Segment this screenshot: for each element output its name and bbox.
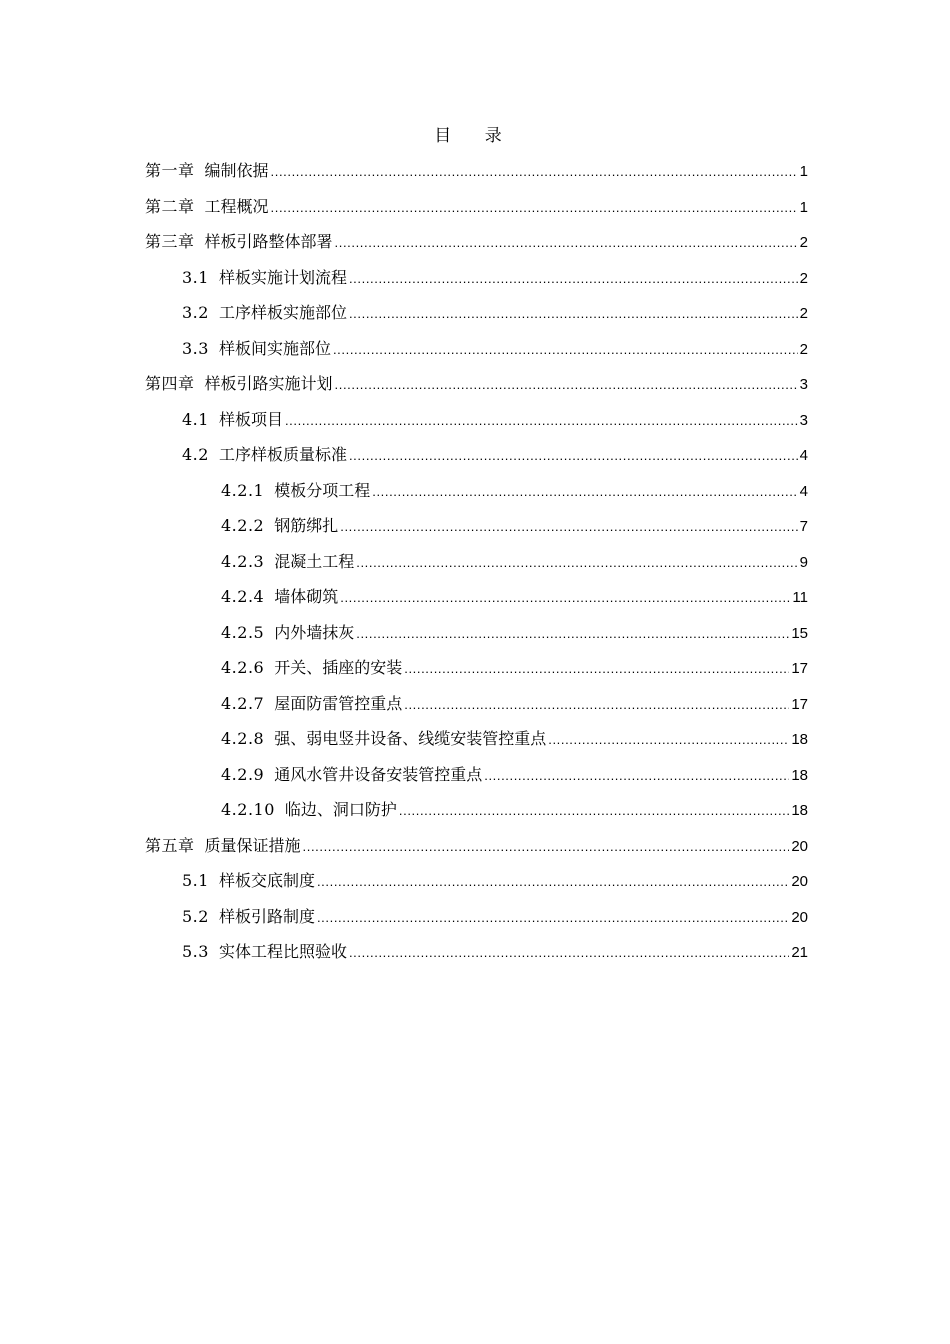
toc-dot-leader <box>317 900 789 936</box>
toc-page-number: 4 <box>799 482 808 500</box>
toc-entry[interactable] <box>145 224 808 260</box>
toc-entry-title: 钢筋绑扎 <box>274 516 339 535</box>
toc-entry-title: 墙体砌筑 <box>274 587 339 606</box>
toc-entry-title: 模板分项工程 <box>274 480 371 500</box>
toc-entry[interactable] <box>145 544 808 580</box>
toc-entry[interactable] <box>145 260 808 296</box>
toc-dot-leader <box>548 722 789 758</box>
toc-entry[interactable] <box>145 934 808 970</box>
toc-entry-number: 4.2.5 <box>221 622 265 642</box>
toc-entry[interactable] <box>145 295 808 331</box>
toc-entry-number: 第四章 <box>145 374 195 393</box>
toc-page-number: 20 <box>791 873 808 890</box>
toc-page-number: 3 <box>799 376 808 393</box>
toc-entry-number: 4.2 <box>182 445 209 464</box>
toc-page-number: 17 <box>791 660 808 677</box>
toc-entry-title: 内外墙抹灰 <box>274 622 355 642</box>
toc-page-number: 7 <box>799 518 808 535</box>
toc-entry-number: 4.2.2 <box>221 516 265 535</box>
toc-entry-title: 工程概况 <box>204 196 269 216</box>
toc-page-number: 21 <box>791 944 808 961</box>
toc-entry-title: 样板实施计划流程 <box>218 267 347 287</box>
toc-dot-leader <box>303 829 790 865</box>
toc-entry-title: 工序样板质量标准 <box>218 445 347 464</box>
toc-page-number: 2 <box>799 305 808 322</box>
toc-page-number: 2 <box>799 340 808 358</box>
toc-dot-leader <box>356 616 789 652</box>
toc-dot-leader <box>317 864 789 900</box>
toc-dot-leader <box>285 403 798 439</box>
toc-page-number: 15 <box>791 624 808 642</box>
toc-entry-number: 3.1 <box>182 267 209 287</box>
toc-entry-number: 4.2.4 <box>221 587 265 606</box>
toc-entry-title: 临边、洞口防护 <box>284 800 397 819</box>
toc-entry-title: 通风水管井设备安装管控重点 <box>274 764 483 784</box>
toc-entry-number: 5.3 <box>182 942 209 961</box>
toc-title: 目 录 <box>434 126 516 146</box>
toc-page-number: 2 <box>799 269 808 287</box>
toc-entry-title: 样板引路制度 <box>218 906 315 926</box>
toc-entry-title: 样板引路实施计划 <box>204 374 333 393</box>
toc-dot-leader <box>484 758 789 794</box>
toc-entry[interactable] <box>145 579 808 615</box>
toc-page-number: 3 <box>799 411 808 429</box>
toc-entry-number: 4.2.10 <box>221 800 275 819</box>
toc-entry-number: 第五章 <box>145 835 195 855</box>
toc-page-number: 20 <box>791 908 808 926</box>
toc-entry[interactable] <box>145 189 808 225</box>
toc-dot-leader <box>349 296 798 332</box>
toc-entry-title: 屋面防雷管控重点 <box>274 693 403 713</box>
toc-entry-number: 第三章 <box>145 232 195 251</box>
toc-entry-number: 4.1 <box>182 409 209 429</box>
toc-entry-title: 混凝土工程 <box>274 551 355 571</box>
toc-dot-leader <box>340 509 797 545</box>
toc-entry-title: 样板引路整体部署 <box>204 232 333 251</box>
toc-entry-number: 4.2.8 <box>221 729 265 748</box>
toc-dot-leader <box>335 225 798 261</box>
toc-page-number: 11 <box>792 589 808 606</box>
toc-entry[interactable] <box>145 757 808 793</box>
toc-entry-number: 4.2.6 <box>221 658 265 677</box>
toc-entry-number: 第一章 <box>145 161 195 180</box>
toc-dot-leader <box>404 687 789 723</box>
toc-page-number: 18 <box>791 802 808 819</box>
toc-entry[interactable] <box>145 366 808 402</box>
toc-entry[interactable] <box>145 686 808 722</box>
toc-entry-title: 样板间实施部位 <box>218 338 331 358</box>
toc-list <box>145 153 808 970</box>
toc-entry-number: 3.3 <box>182 338 209 358</box>
toc-page-number: 1 <box>799 163 808 180</box>
toc-entry[interactable] <box>145 615 808 651</box>
toc-entry[interactable] <box>145 650 808 686</box>
toc-entry[interactable] <box>145 153 808 189</box>
toc-dot-leader <box>271 190 798 226</box>
toc-entry[interactable] <box>145 828 808 864</box>
toc-entry-title: 编制依据 <box>204 161 269 180</box>
toc-page-number: 9 <box>799 553 808 571</box>
toc-entry-number: 3.2 <box>182 303 209 322</box>
toc-entry-title: 实体工程比照验收 <box>218 942 347 961</box>
toc-page-number: 1 <box>799 198 808 216</box>
toc-dot-leader <box>333 332 798 368</box>
toc-entry-title: 样板交底制度 <box>218 871 315 890</box>
toc-page-number: 20 <box>791 837 808 855</box>
toc-entry[interactable] <box>145 402 808 438</box>
toc-dot-leader <box>349 438 798 474</box>
toc-dot-leader <box>399 793 789 829</box>
toc-entry-number: 4.2.7 <box>221 693 265 713</box>
toc-page-number: 4 <box>799 447 808 464</box>
toc-entry[interactable] <box>145 863 808 899</box>
toc-page-number: 18 <box>791 766 808 784</box>
toc-dot-leader <box>335 367 798 403</box>
toc-entry[interactable] <box>145 721 808 757</box>
toc-entry-number: 4.2.9 <box>221 764 265 784</box>
toc-page-number: 18 <box>791 731 808 748</box>
toc-dot-leader <box>349 261 798 297</box>
toc-entry-number: 5.1 <box>182 871 209 890</box>
toc-entry[interactable] <box>145 508 808 544</box>
toc-entry[interactable] <box>145 473 808 509</box>
toc-entry-title: 样板项目 <box>218 409 283 429</box>
toc-entry-number: 5.2 <box>182 906 209 926</box>
toc-dot-leader <box>349 935 789 971</box>
toc-entry[interactable] <box>145 331 808 367</box>
toc-dot-leader <box>271 154 798 190</box>
toc-entry-number: 第二章 <box>145 196 195 216</box>
toc-page-number: 2 <box>799 234 808 251</box>
toc-entry[interactable] <box>145 792 808 828</box>
toc-entry-title: 强、弱电竖井设备、线缆安装管控重点 <box>274 729 547 748</box>
toc-dot-leader <box>356 545 797 581</box>
toc-page-number: 17 <box>791 695 808 713</box>
toc-dot-leader <box>340 580 790 616</box>
toc-dot-leader <box>404 651 789 687</box>
toc-dot-leader <box>372 474 797 510</box>
toc-entry-title: 工序样板实施部位 <box>218 303 347 322</box>
toc-entry[interactable] <box>145 437 808 473</box>
toc-entry[interactable] <box>145 899 808 935</box>
toc-entry-number: 4.2.3 <box>221 551 265 571</box>
toc-entry-number: 4.2.1 <box>221 480 265 500</box>
toc-entry-title: 质量保证措施 <box>204 835 301 855</box>
toc-entry-title: 开关、插座的安装 <box>274 658 403 677</box>
